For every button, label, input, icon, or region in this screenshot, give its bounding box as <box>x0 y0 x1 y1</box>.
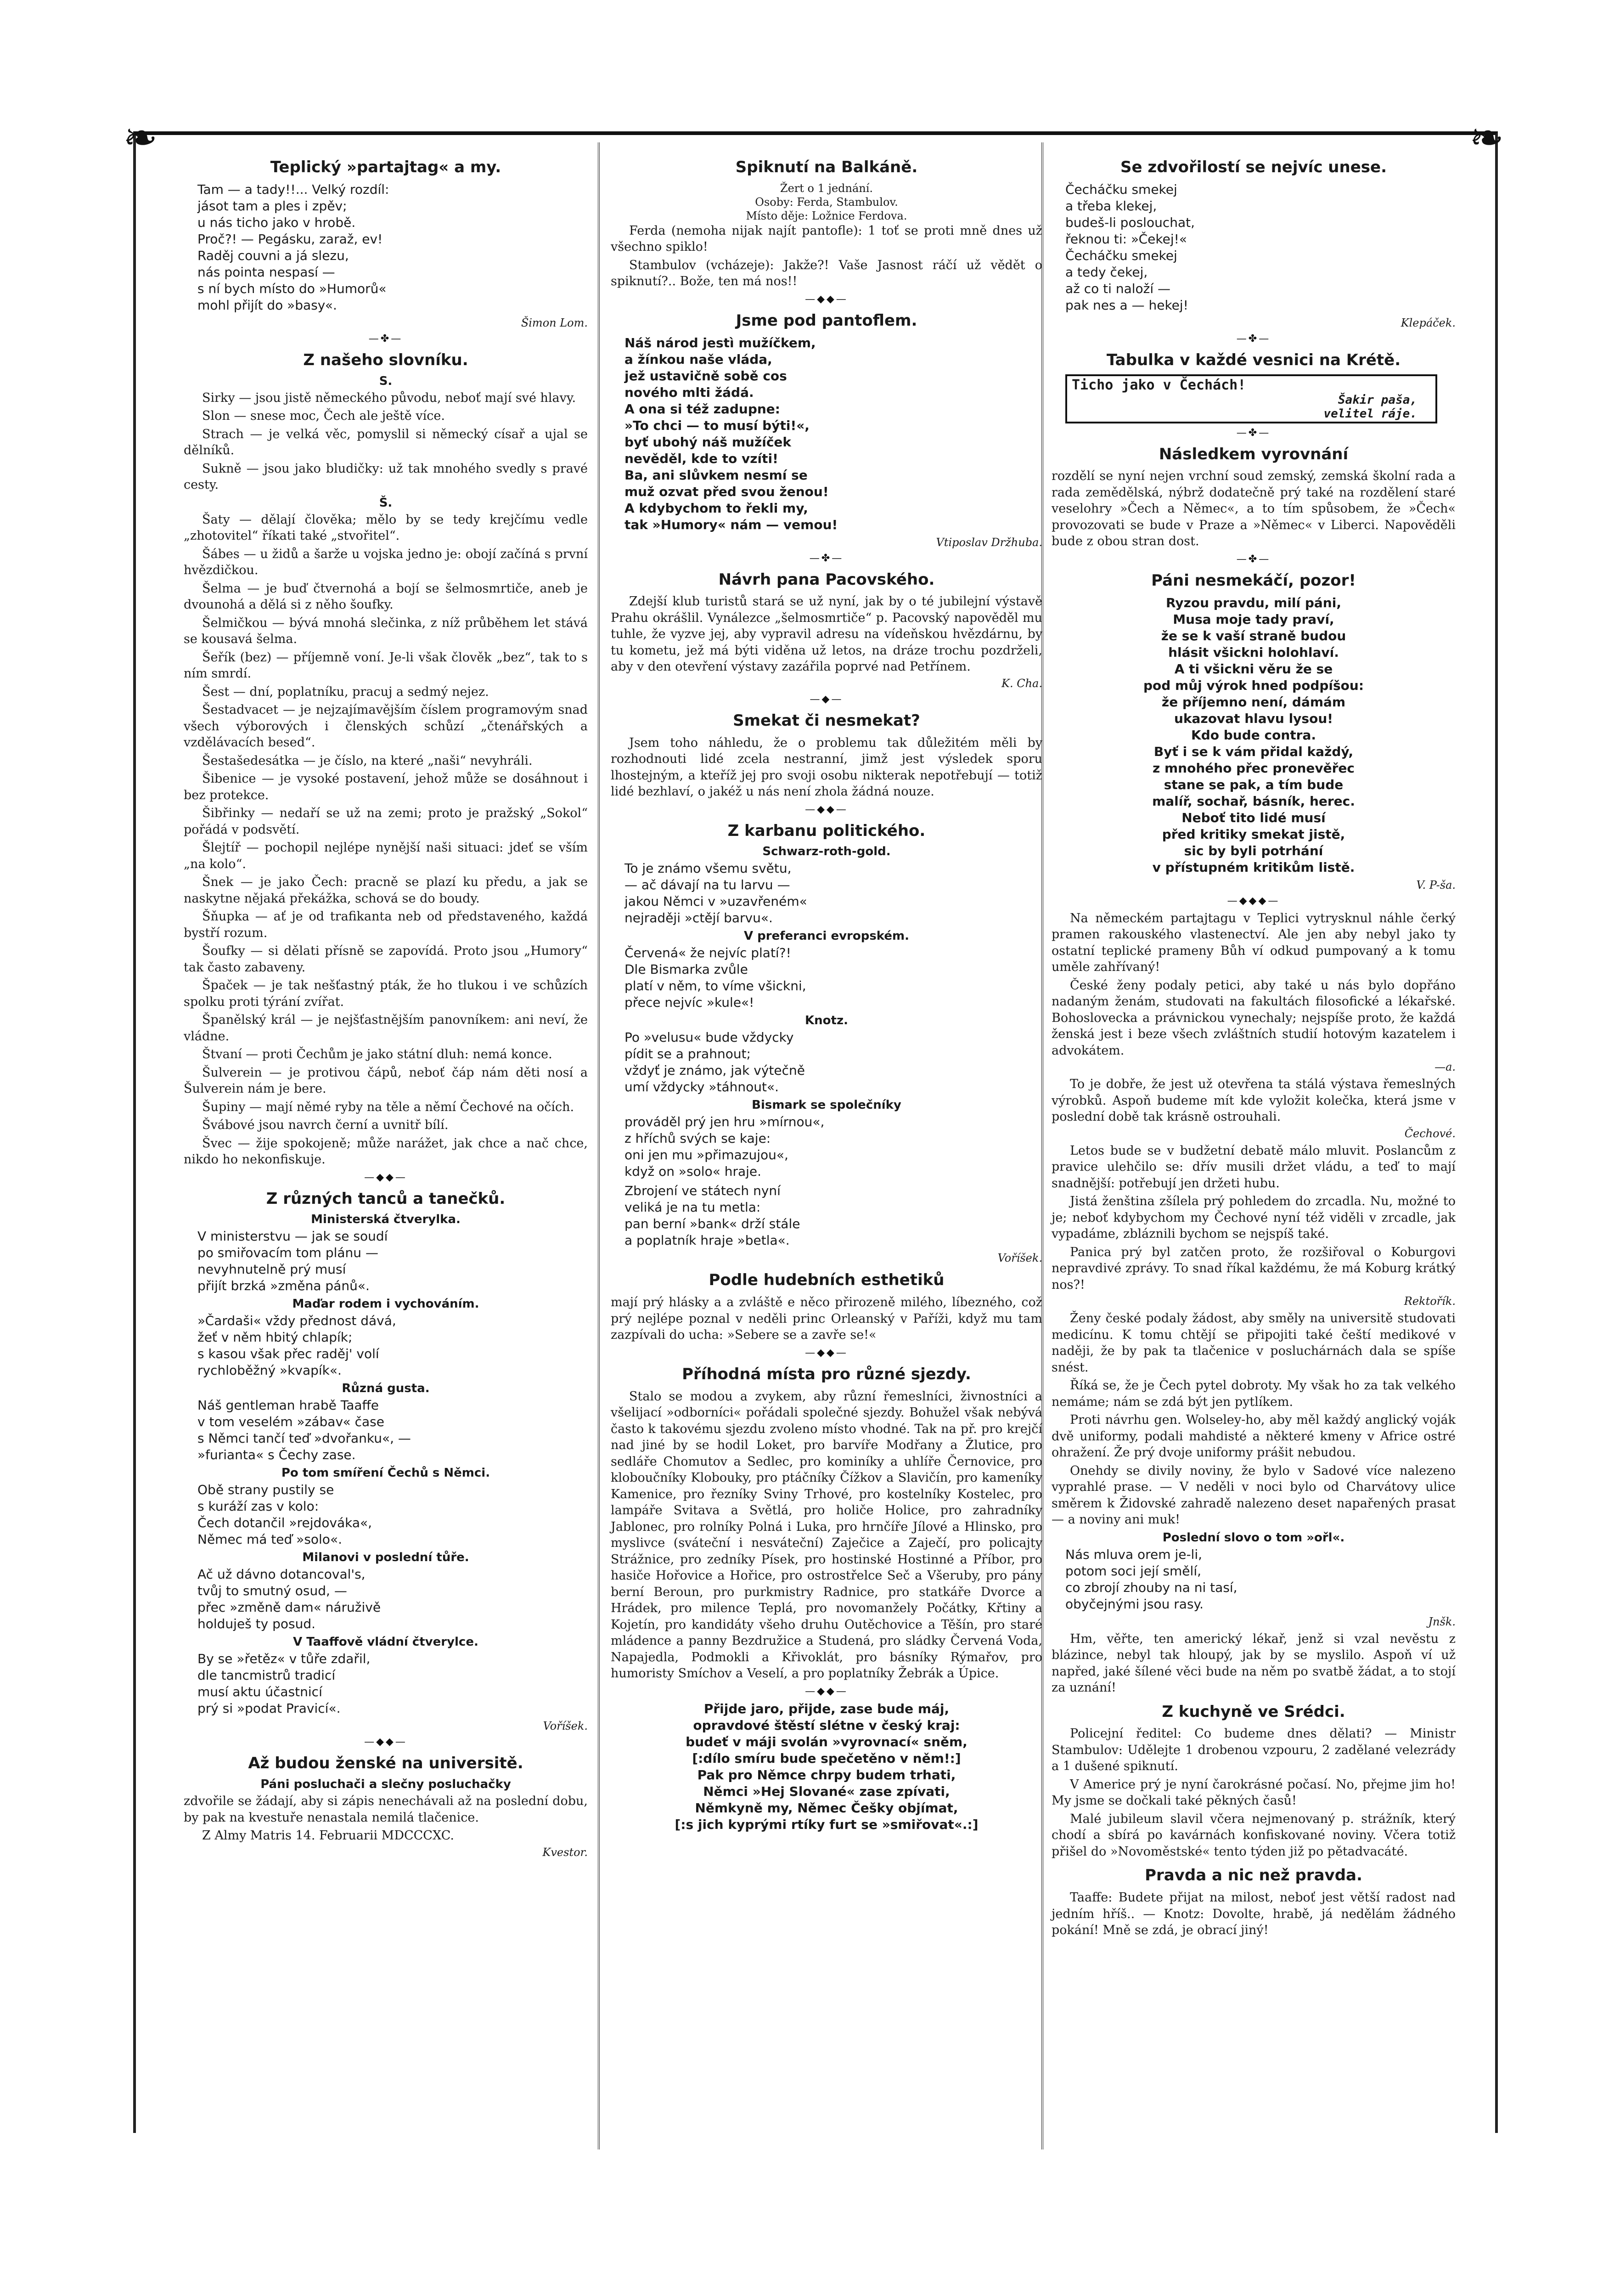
signature: Voříšek. <box>997 1252 1042 1265</box>
persons: Osoby: Ferda, Stambulov. <box>755 195 898 209</box>
dictionary-entry: Strach — je velká věc, pomyslil si německý císař a ujal se dělníků. <box>184 427 588 458</box>
section-subtitle: Různá gusta. <box>342 1382 430 1396</box>
paragraph: Stambulov (vcházeje): Jakže?! Vaše Jasnost ráčí už vědět o spiknutí?.. Bože, ten má nos!! <box>611 258 1042 289</box>
place: Místo děje: Ložnice Ferdova. <box>746 209 907 222</box>
section-subtitle: V Taaffově vládní čtverylce. <box>293 1635 478 1649</box>
poem-stanza: prováděl prý jen hru »mírnou«, z hříchů svých se kaje: oni jen mu »přimazujou«, když on »solo« hraje. <box>624 1114 825 1179</box>
column-2 <box>611 152 1042 1836</box>
dictionary-entry: Španělský král — je nejšťastnějším panovníkem: ani neví, že vládne. <box>184 1013 588 1044</box>
paragraph: rozdělí se nyní nejen vrchní soud zemský, zemská školní rada a rada zemědělská, nýbrž dodatečně prý také na rozdělení staré veselohry »Čech a Němec«, a to tím spůsobem, že »Čech« provozovati se bude v Praze a »Němec« v Liberci. Napověděli bude z obou stran dost. <box>1052 469 1456 549</box>
dictionary-entry: Špaček — je tak nešťastný pták, že ho tlukou i ve schůzích spolku proti týrání zvířat. <box>184 978 588 1009</box>
signature: Kvestor. <box>542 1845 588 1859</box>
signature: —a. <box>1434 1061 1456 1074</box>
section-subtitle: Poslední slovo o tom »ořl«. <box>1162 1530 1345 1545</box>
article-title-spiknuti: Spiknutí na Balkáně. <box>735 158 918 176</box>
poem-stanza: V ministerstvu — jak se soudí po smiřovacím tom plánu — nevyhnutelně prý musí přijít brzká »změna pánů«. <box>197 1229 388 1294</box>
dictionary-letter: Š. <box>379 496 393 510</box>
article-title-vyrovnani: Následkem vyrovnání <box>1159 445 1349 463</box>
article-title-nesmekaci: Páni nesmekáčí, pozor! <box>1151 571 1356 590</box>
article-title-sjezdy: Příhodná místa pro různé sjezdy. <box>682 1365 971 1383</box>
poem-stanza: Zbrojení ve státech nyní veliká je na tu metla: pan berní »bank« drží stále a poplatník hraje »betla«. <box>624 1183 800 1248</box>
paragraph: zdvořile se žádají, aby si zápis nenechávali až na poslední dobu, by pak na kvestuře nenastala nemilá tlačenice. <box>184 1794 588 1825</box>
poem-zdvorilost: Čecháčku smekej a třeba klekej, budeš-li poslouchat, řeknou ti: »Čekej!« Čecháčku smekej a tedy čekej, až co ti naloží — pak nes a — hekej! <box>1065 181 1195 313</box>
paragraph: Onehdy se divily noviny, že bylo v Sadové více nalezeno vyprahlé prase. — V neděli v noci bylo od Charvátovy ulice směrem k Židovské zahradě nalezeno deset napařených prasat — a noviny ani muk! <box>1052 1463 1456 1527</box>
article-title-smekat: Smekat či nesmekat? <box>733 711 920 730</box>
poem-pantofel: Náš národ jestì mužíčkem, a žínkou naše vláda, jež ustavičně sobě cos nového mlti žádá. A ona si též zadupne: »To chci — to musí býti!«, byť ubohý náš mužíček nevěděl, kde to vzíti! Ba, ani slůvkem nesmí se muž ozvat před svou ženou! A kdybychom to řekli my, tak »Humory« nám — vemou! <box>624 335 838 532</box>
poem-nesmekaci: Ryzou pravdu, milí páni, Musa moje tady praví, že se k vaší straně budou hlásit všickni holohlaví. A ti všickni věru že se pod můj výrok hned podpíšou: že příjemno není, dámám ukazovat hlavu lysou! Kdo bude contra. Byť i se k vám přidal každý, z mnohého přec pronevěřec stane se pak, a tím bude malíř, sochař, básník, herec. Neboť tito lidé musí před kritiky smekat jistě, sic by byli potrhání v přístupném kritikům listě. <box>1143 595 1364 875</box>
subtitle: Žert o 1 jednání. <box>780 181 873 195</box>
paragraph: Malé jubileum slavil včera nejmenovaný p. strážník, který chodí a sbírá po kavárnách konfiskované noviny. Včera totiž přišel do »Novoměstské« tento týden již po pětadvacáté. <box>1052 1811 1456 1859</box>
article-title-hudba: Podle hudebních esthetiků <box>709 1271 945 1290</box>
section-subtitle: Ministerská čtverylka. <box>311 1213 461 1227</box>
paragraph: Říká se, že je Čech pytel dobroty. My však ho za tak velkého nemáme; nám se zdá být jen pytlíkem. <box>1052 1378 1456 1409</box>
corner-ornament-left: ❧ <box>123 114 158 162</box>
boxed-notice-text: Ticho jako v Čechách! <box>1072 377 1246 393</box>
signature: Klepáček. <box>1401 316 1456 329</box>
divider-ornament: —◆◆— <box>805 293 848 305</box>
dictionary-entry: Štvaní — proti Čechům je jako státní dluh: nemá konce. <box>202 1047 552 1062</box>
paragraph: Stalo se modou a zvykem, aby různí řemeslníci, živnostníci a všelijací »odborníci« pořádali společné sjezdy. Bohužel však nebývá často k takovému sjezdu zvoleno místo vhodné. Tak na př. pro krejčí nad jiné by se hodil Loket, pro barvíře Modřany a Žlutice, pro sedláře Chomutov a Sedlec, pro kominíky a uhlíře Černovice, pro kloboučníky Klobouky, pro ptáčníky Čížkov a Slavičín, pro kameníky Kamenice, pro řezníky Sviny Trhové, pro kostelníky Kostelec, pro lampáře Svitava a Světlá, pro holiče Holice, pro zahradníky Jablonec, pro rolníky Polná i Luka, pro hrnčíře Jílové a Hlinsko, pro myslivce (sváteční i nesváteční) Zaječice a Zaječí, pro policajty Strážnice, pro zedníky Písek, pro hostinské Hostinné a Příbor, pro hasiče Hořovice a Hořice, pro ostrostřelce Seč a Všeruby, pro pány berní Beroun, pro purkmistry Radnice, pro statkáře Dvorce a Hrádek, pro milence Teplá, pro novomanžely Počátky, Křtiny a Kojetín, pro kandidáty všeho druhu Outěchovice a Těšín, pro staré mládence a panny Bezdružice a Studená, pro sládky Červená Voda, Napajedla, Podmokli a Křivoklát, pro básníky Rýmařov, pro humoristy Smíchov a Veselí, a pro poplatníky Žebrák a Úpice. <box>611 1389 1042 1681</box>
section-subtitle: Maďar rodem i vychováním. <box>292 1297 479 1311</box>
article-title-tabulka: Tabulka v každé vesnici na Krétě. <box>1106 350 1401 369</box>
poem-stanza: Červená« že nejvíc platí?! Dle Bismarka zvůle platí v něm, to víme všickni, přece nejvíc »kule«! <box>624 945 806 1010</box>
signature: K. Cha. <box>1001 677 1042 690</box>
paragraph: Letos bude se v budžetní debatě málo mluvit. Poslancům z pravice ulehčilo se: dřív musili držet vládu, a teď to mají snadnější: potřebují jen držeti hubu. <box>1052 1143 1456 1190</box>
section-subtitle: Milanovi v poslední tůře. <box>302 1551 469 1565</box>
dictionary-letter: S. <box>379 374 393 388</box>
divider-ornament: —◆◆— <box>364 1736 407 1748</box>
dictionary-entry: Šelmičkou — bývá mnohá slečinka, z níž průběhem let stává se kousavá šelma. <box>184 615 588 647</box>
poem-stanza: Ač už dávno dotancoval's, tvůj to smutný osud, — přec »změně dam« náruživě holduješ ty posud. <box>197 1567 381 1632</box>
article-title-universita: Až budou ženské na universitě. <box>248 1754 523 1773</box>
section-subtitle: V preferanci evropském. <box>744 929 909 943</box>
poem-teplicky: Tam — a tady!!... Velký rozdíl: jásot tam a ples i zpěv; u nás ticho jako v hrobě. Proč?! — Pegásku, zaraž, ev! Raděj couvni a já slezu, nás pointa nespasí — s ní bych místo do »Humorů« mohl přijít do »basy«. <box>197 181 389 313</box>
dictionary-entry: Šoufky — si dělati přísně se zapovídá. Proto jsou „Humory“ tak často zabaveny. <box>184 944 588 975</box>
dictionary-entry: Šestadvacet — je nejzajímavějším číslem programovým snad všech výborových i členských schůzí „čtenářských a vzdělávacích besed“. <box>184 703 588 750</box>
corner-ornament-right: ❧ <box>1469 114 1504 162</box>
divider-ornament: —✤— <box>1236 553 1271 565</box>
boxed-notice-role: velitel ráje. <box>1323 406 1417 421</box>
dictionary-entry: Sukně — jsou jako bludičky: už tak mnohého svedly s pravé cesty. <box>184 461 588 492</box>
paragraph: Zdejší klub turistů stará se už nyní, jak by o té jubilejní výstavě Prahu okrášlil. Vynálezce „šelmosmrtiče“ p. Pacovský napověděl mu tuhle, že vyzve jej, aby vypravil adresu na vídeňskou hvězdárnu, by tu kometu, jež má býti viděna už letos, na dráze trochu pozdrželi, aby v den otevření výstavy zazářila poprvé nad Petřínem. <box>611 594 1042 674</box>
signature: V. P-ša. <box>1416 878 1456 891</box>
divider-ornament: —✤— <box>1236 427 1271 439</box>
article-title-kuchyne: Z kuchyně ve Srédci. <box>1162 1702 1345 1721</box>
dictionary-entry: Šábes — u židů a šarže u vojska jedno je: obojí začíná s první hvězdičkou. <box>184 547 588 578</box>
paragraph: Hm, věřte, ten americký lékař, jenž si vzal nevěstu z blázince, nebyl tak hloupý, jak by se myslilo. Aspoň ví už napřed, jaké šílené věci bude na něm po svatbě žádat, a to stojí za uznání! <box>1052 1631 1456 1695</box>
column-rule-1 <box>598 142 600 2149</box>
signature: Jnšk. <box>1428 1615 1456 1628</box>
divider-ornament: —◆◆— <box>364 1171 407 1183</box>
paragraph: České ženy podaly petici, aby také u nás bylo dopřáno nadaným ženám, studovati na fakultách filosofické a lékařské. Bohoslovecka a právnickou vynechaly; nejspíše proto, že každá ženská jest i beze všech zvláštních studií hotovým kazatelem i advokátem. <box>1052 978 1456 1058</box>
dictionary-entry: Šest — dní, poplatníku, pracuj a sedmý nejez. <box>202 684 489 699</box>
divider-ornament: —◆◆◆— <box>1227 895 1280 907</box>
article-title-pravda: Pravda a nic než pravda. <box>1145 1866 1362 1885</box>
poem-stanza: »Čardaši« vždy přednost dává, žeť v něm hbitý chlapík; s kasou však přec raděj' volí rychloběžný »kvapík«. <box>197 1313 396 1378</box>
column-3 <box>1052 152 1456 1941</box>
poem-stanza: By se »řetěz« v tůře zdařil, dle tancmistrů tradicí musí aktu účastnicí prý si »podat Pravicí«. <box>197 1651 371 1716</box>
article-title-zdvorilost: Se zdvořilostí se nejvíc unese. <box>1120 158 1387 176</box>
article-title-tance: Z různých tanců a tanečků. <box>266 1189 506 1208</box>
poem-stanza: Po »velusu« bude vždycky pídit se a prahnout; vždyť je známo, jak výtečně umí vždycky »táhnout«. <box>624 1030 805 1095</box>
divider-ornament: —✤— <box>1236 333 1271 344</box>
dictionary-entry: Šelma — je buď čtvernohá a bojí se šelmosmrtiče, aneb je dvounohá a dělá si z něho šoufky. <box>184 581 588 612</box>
dictionary-entry: Šaty — dělají člověka; mělo by se tedy krejčímu vedle „zhotovitel“ říkati také „stvořitel“. <box>184 512 588 543</box>
article-title-karban: Z karbanu politického. <box>727 821 926 840</box>
section-subtitle: Po tom smíření Čechů s Němci. <box>281 1466 490 1480</box>
dictionary-entry: Šulverein — je protivou čápů, neboť čáp nám děti nosí a Šulverein nám je bere. <box>184 1065 588 1096</box>
column-1 <box>184 152 588 1862</box>
paragraph: Panica prý byl zatčen proto, že rozšiřoval o Koburgovi nepravdivé zprávy. To snad říkal každému, že má Koburg krátký nos?! <box>1052 1245 1456 1292</box>
section-subtitle: Páni posluchači a slečny posluchačky <box>260 1777 511 1792</box>
dictionary-entry: Švec — žije spokojeně; může narážet, jak chce a nač chce, nikdo ho nekonfiskuje. <box>184 1136 588 1167</box>
divider-ornament: —◆◆— <box>805 1347 848 1359</box>
article-title-pantofel: Jsme pod pantoflem. <box>736 311 917 330</box>
signature: Šimon Lom. <box>521 316 588 329</box>
dictionary-entry: Šupiny — mají němé ryby na těle a němí Čechové na očích. <box>202 1100 574 1114</box>
section-subtitle: Bismark se společníky <box>752 1098 901 1112</box>
paragraph: To je dobře, že jest už otevřena ta stálá výstava řemeslných výrobků. Aspoň budeme mít kde vyložit kolečka, která jsme v poslední době tak krásně ostrouhali. <box>1052 1077 1456 1124</box>
section-subtitle: Knotz. <box>805 1014 848 1028</box>
dictionary-entry: Šnek — je jako Čech: pracně se plazí ku předu, a jak se naskytne nějaká překážka, schová se do boudy. <box>184 875 588 906</box>
paragraph: V Americe prý je nyní čarokrásné počasí. No, přejme jim ho! My jsme se dočkali také pěkných časů! <box>1052 1777 1456 1808</box>
paragraph: Proti návrhu gen. Wolseley-ho, aby měl každý anglický voják dvě uniformy, podali mahdisté a některé kmeny v Africe ostré ohražení. Že prý dvoje uniformy prášit nebudou. <box>1052 1413 1456 1460</box>
article-title-slovnik: Z našeho slovníku. <box>303 350 468 369</box>
paragraph: Ženy české podaly žádost, aby směly na universitě studovati medicínu. K tomu chtějí se připojiti také čeští medikové v naději, že by pak ta tlačenice v posluchárnách dala se spíše snést. <box>1052 1311 1456 1375</box>
dictionary-entry: Švábové jsou navrch černí a uvnitř bílí. <box>202 1118 449 1133</box>
poem-stanza: Náš gentleman hrabě Taaffe v tom veselém »zábav« čase s Němci tančí teď »dvořanku«, — »furianta« s Čechy zase. <box>197 1398 411 1463</box>
poem-stanza: Nás mluva orem je-li, potom soci její smělí, co zbrojí zhouby na ni tasí, obyčejnými jsou rasy. <box>1065 1546 1238 1612</box>
paragraph: Jsem toho náhledu, že o problemu tak důležitém měli by rozhodnouti lidé zcela nestranní, jimž jest výsledek sporu lhostejným, a kteříž jej pro svoji osobu nikterak nepotřebují — totiž lidé bezhlaví, o jakéž u nás není zhola žádná nouze. <box>611 735 1042 799</box>
paragraph: Taaffe: Budete přijat na milost, neboť jest větší radost nad jedním hříš.. — Knotz: Dovolte, hrabě, já nedělám žádného pokání! Mně se zdá, je obrací jiný! <box>1052 1890 1456 1938</box>
paragraph: Na německém partajtagu v Teplici vytrysknul náhle čerký pramen rakouského vlastenectví. Ale jen aby nebyl jako ty ostatní teplické prameny Bůh ví odkud pumpovaný a k tomu uměle zahřívaný! <box>1052 911 1456 975</box>
signature: Vtiposlav Držhuba. <box>936 536 1042 549</box>
boxed-notice <box>1065 374 1437 423</box>
paragraph: Z Almy Matris 14. Februarii MDCCCXC. <box>202 1828 454 1843</box>
divider-ornament: —◆◆— <box>805 803 848 815</box>
divider-ornament: —◆◆— <box>805 1685 848 1697</box>
signature: Rektořík. <box>1404 1295 1456 1308</box>
divider-ornament: —✤— <box>368 333 403 344</box>
poem-stanza: To je známo všemu světu, — ač dávají na tu larvu — jakou Němci v »uzavřeném« nejraději »ctějí barvu«. <box>624 861 807 926</box>
dictionary-entry: Šibřinky — nedaří se už na zemi; proto je pražský „Sokol“ pořádá v podsvětí. <box>184 806 588 837</box>
divider-ornament: —✤— <box>809 552 844 564</box>
dictionary-entry: Šlejtíř — pochopil nejlépe nynější naši situaci: jdeť se vším „na kolo“. <box>184 841 588 871</box>
dictionary-entry: Slon — snese moc, Čech ale ještě více. <box>202 409 445 423</box>
dictionary-entry: Šestašedesátka — je číslo, na které „naši“ nevyhráli. <box>202 753 533 768</box>
poem-stanza: Obě strany pustily se s kuráží zas v kolo: Čech dotančil »rejdováka«, Němec má teď »solo«. <box>197 1482 372 1547</box>
dictionary-entry: Šeřík (bez) — příjemně voní. Je-li však člověk „bez“, tak to s ním smrdí. <box>184 650 588 681</box>
article-title-pacovsky: Návrh pana Pacovského. <box>718 570 935 589</box>
paragraph: Jistá ženština zšílela prý pohledem do zrcadla. Nu, možné to je; neboť kdybychom my Čechové nyní též viděli v zrcadle, jak vypadáme, zbláznili bychom se nejspíš také. <box>1052 1194 1456 1241</box>
paragraph: Ferda (nemoha nijak najít pantofle): 1 toť se proti mně dnes už všechno spiklo! <box>611 223 1042 254</box>
dictionary-entry: Šňupka — ať je od trafikanta neb od představeného, každá bystří rozum. <box>184 909 588 940</box>
boxed-notice-author: Šakir paša, <box>1338 393 1417 407</box>
dictionary-entry: Sirky — jsou jistě německého původu, neboť mají své hlavy. <box>202 390 576 405</box>
paragraph: mají prý hlásky a a zvláště e něco přirozeně milého, líbezného, což prý nejlépe poznal v neděli princ Orleanský v Paříži, když mu tam zazpívali do ucha: »Sebere se a zavře se!« <box>611 1295 1042 1343</box>
poem-jaro: Přijde jaro, přijde, zase bude máj, opravdové štěstí slétne v český kraj: budeť v máji svolán »vyrovnací« sněm, [:dílo smíru bude spečetěno v něm!:] Pak pro Němce chrpy budem trhati, Němci »Hej Slované« zase zpívati, Němkyně my, Němec Češky objímat, [:s jich kyprými rtíky furt se »smiřovat«.:] <box>675 1701 979 1832</box>
divider-ornament: —◆— <box>810 693 844 705</box>
signature: Voříšek. <box>543 1720 588 1733</box>
signature: Čechové. <box>1404 1127 1456 1140</box>
section-subtitle: Schwarz-roth-gold. <box>762 845 891 859</box>
paragraph: Policejní ředitel: Co budeme dnes dělati? — Ministr Stambulov: Udělejte 1 drobenou vzpouru, 2 zadělané velezrády a 1 dušené spiknutí. <box>1052 1726 1456 1774</box>
article-title-teplicky: Teplický »partajtag« a my. <box>270 158 501 176</box>
dictionary-entry: Šibenice — je vysoké postavení, jehož může se dosáhnout i bez protekce. <box>184 772 588 802</box>
